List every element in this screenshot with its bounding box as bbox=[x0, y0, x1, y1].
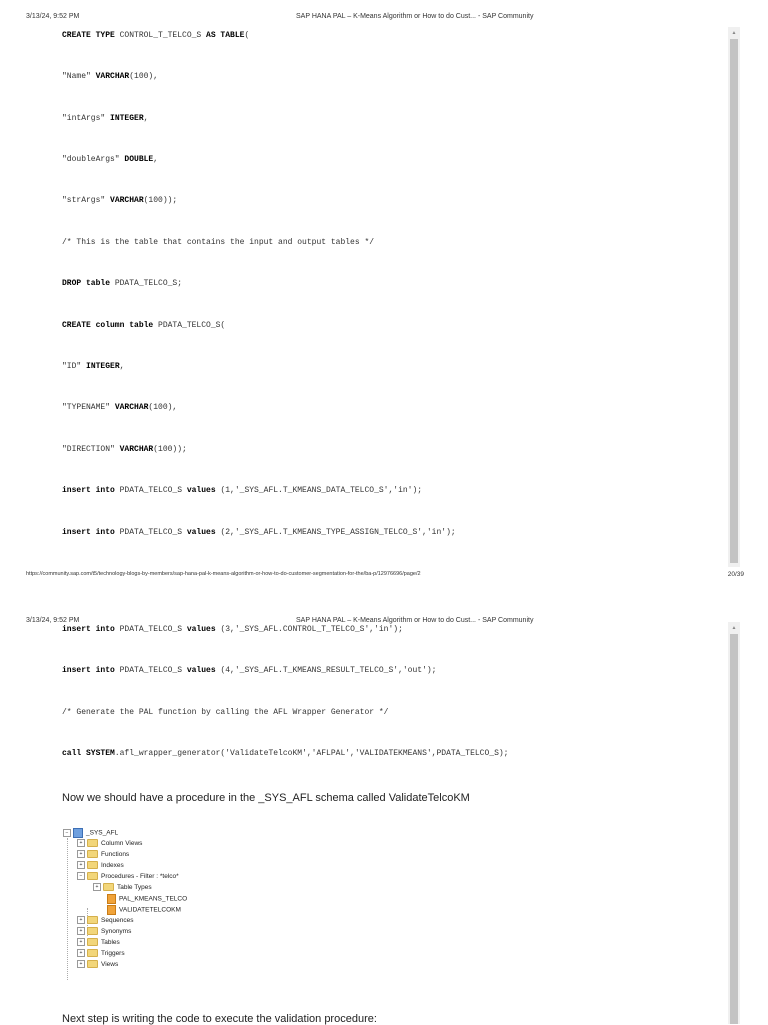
tree-item-procedures[interactable] bbox=[77, 872, 179, 882]
code-line bbox=[62, 114, 148, 124]
tree-item-label: Functions bbox=[101, 851, 130, 858]
expand-icon[interactable]: + bbox=[77, 861, 85, 869]
code-token: (100)); bbox=[143, 196, 178, 205]
code-token: VARCHAR bbox=[114, 403, 149, 412]
tree-item-label: Procedures - Filter : *telco* bbox=[101, 873, 179, 880]
code-token: DOUBLE bbox=[124, 155, 154, 164]
code-line bbox=[62, 196, 177, 206]
code-token: (100), bbox=[148, 403, 178, 412]
code-token: values bbox=[186, 528, 216, 537]
tree-item-validatetelcokm[interactable] bbox=[107, 905, 181, 915]
code-token: /* This is the table that contains the input and output tables */ bbox=[62, 238, 375, 247]
code-token: "doubleArgs" bbox=[62, 155, 125, 164]
code-token: PDATA_TELCO_S bbox=[114, 486, 187, 495]
expand-icon[interactable]: + bbox=[77, 938, 85, 946]
print-date: 3/13/24, 9:52 PM bbox=[26, 617, 80, 624]
tree-item-label: Sequences bbox=[101, 917, 134, 924]
folder-icon bbox=[87, 850, 98, 858]
print-footer bbox=[0, 571, 768, 581]
tree-item-label: Synonyms bbox=[101, 928, 132, 935]
code-line bbox=[62, 666, 436, 676]
code-token: insert into bbox=[62, 625, 115, 634]
tree-item-table-types[interactable] bbox=[93, 883, 152, 893]
code-token: /* Generate the PAL function by calling the AFL Wrapper Generator */ bbox=[62, 708, 389, 717]
print-title: SAP HANA PAL – K-Means Algorithm or How to do Cust... - SAP Community bbox=[296, 13, 534, 20]
code-token: CONTROL_T_TELCO_S bbox=[114, 31, 207, 40]
code-line bbox=[62, 31, 249, 41]
code-line bbox=[62, 362, 124, 372]
scrollbar[interactable] bbox=[728, 27, 740, 567]
expand-icon[interactable]: + bbox=[77, 927, 85, 935]
tree-item-label: VALIDATETELCOKM bbox=[119, 906, 181, 914]
tree-item-synonyms[interactable] bbox=[77, 927, 131, 937]
tree-item-tables[interactable] bbox=[77, 938, 120, 948]
print-header bbox=[0, 13, 768, 25]
code-line bbox=[62, 749, 508, 759]
code-token: (4,'_SYS_AFL.T_KMEANS_RESULT_TELCO_S','out'); bbox=[215, 666, 437, 675]
folder-icon bbox=[103, 883, 114, 891]
code-token: CREATE column table bbox=[62, 321, 154, 330]
code-token: PDATA_TELCO_S; bbox=[110, 279, 183, 288]
print-date: 3/13/24, 9:52 PM bbox=[26, 13, 80, 20]
folder-icon bbox=[87, 960, 98, 968]
folder-icon bbox=[87, 949, 98, 957]
code-token: "Name" bbox=[62, 72, 96, 81]
folder-icon bbox=[87, 839, 98, 847]
tree-item-indexes[interactable] bbox=[77, 861, 124, 871]
code-token: values bbox=[186, 625, 216, 634]
code-token: insert into bbox=[62, 528, 115, 537]
tree-item-label: Views bbox=[101, 961, 119, 968]
code-token: (1,'_SYS_AFL.T_KMEANS_DATA_TELCO_S','in'); bbox=[215, 486, 423, 495]
tree-item-label: Table Types bbox=[117, 884, 152, 891]
folder-icon bbox=[87, 916, 98, 924]
code-line bbox=[62, 321, 225, 331]
tree-item-label: Indexes bbox=[101, 862, 124, 869]
code-token: VARCHAR bbox=[119, 445, 154, 454]
code-token: (100), bbox=[129, 72, 159, 81]
print-title: SAP HANA PAL – K-Means Algorithm or How to do Cust... - SAP Community bbox=[296, 617, 534, 624]
tree-item-label: Column Views bbox=[101, 840, 143, 847]
code-token: "TYPENAME" bbox=[62, 403, 115, 412]
expand-icon[interactable]: + bbox=[77, 949, 85, 957]
code-token: CREATE TYPE bbox=[62, 31, 115, 40]
code-line bbox=[62, 72, 158, 82]
tree-item-label: PAL_KMEANS_TELCO bbox=[119, 895, 188, 903]
tree-item-pal-kmeans-telco[interactable] bbox=[107, 894, 187, 904]
code-line bbox=[62, 708, 388, 718]
paragraph: Now we should have a procedure in the _SYS_AFL schema called ValidateTelcoKM bbox=[62, 792, 470, 804]
tree-item-label: Triggers bbox=[101, 950, 125, 957]
tree-root-label: _SYS_AFL bbox=[86, 829, 119, 837]
scroll-up-icon[interactable]: ▲ bbox=[731, 30, 737, 36]
code-token: , bbox=[153, 155, 159, 164]
code-token: PDATA_TELCO_S bbox=[114, 528, 187, 537]
code-token: PDATA_TELCO_S( bbox=[153, 321, 226, 330]
code-token: VARCHAR bbox=[95, 72, 130, 81]
code-line bbox=[62, 155, 158, 165]
code-token: PDATA_TELCO_S bbox=[114, 666, 187, 675]
schema-icon bbox=[73, 828, 83, 838]
code-token: VARCHAR bbox=[110, 196, 144, 205]
code-token: DROP table bbox=[62, 279, 111, 288]
expand-icon[interactable]: + bbox=[77, 850, 85, 858]
folder-icon bbox=[87, 927, 98, 935]
scroll-up-icon[interactable]: ▲ bbox=[731, 625, 737, 631]
collapse-icon[interactable]: − bbox=[77, 872, 85, 880]
code-token: "intArgs" bbox=[62, 114, 111, 123]
code-line bbox=[62, 403, 177, 413]
code-token: INTEGER bbox=[110, 114, 144, 123]
procedure-icon bbox=[107, 894, 116, 904]
paragraph: Next step is writing the code to execute the validation procedure: bbox=[62, 1013, 377, 1025]
folder-icon bbox=[87, 872, 98, 880]
procedure-icon bbox=[107, 905, 116, 915]
expand-icon[interactable]: + bbox=[77, 916, 85, 924]
code-token: (2,'_SYS_AFL.T_KMEANS_TYPE_ASSIGN_TELCO_S','in'); bbox=[215, 528, 456, 537]
expand-icon[interactable]: + bbox=[77, 839, 85, 847]
expand-icon[interactable]: + bbox=[93, 883, 101, 891]
folder-icon bbox=[87, 938, 98, 946]
tree-item-column-views[interactable] bbox=[77, 839, 142, 849]
scrollbar[interactable] bbox=[728, 622, 740, 1024]
tree-item-functions[interactable] bbox=[77, 850, 129, 860]
folder-icon bbox=[87, 861, 98, 869]
tree-root[interactable] bbox=[63, 828, 118, 838]
tree-item-triggers[interactable] bbox=[77, 949, 125, 959]
code-token: .afl_wrapper_generator('ValidateTelcoKM','AFLPAL','VALIDATEKMEANS',PDATA_TELCO_S); bbox=[114, 749, 509, 758]
code-line bbox=[62, 279, 182, 289]
print-url: https://community.sap.com/t5/technology-blogs-by-members/sap-hana-pal-k-means-algorithm-or-how-to-do-customer-segmentation-for-the/ba-p/12976696/page/2 bbox=[26, 571, 421, 577]
code-token: "ID" bbox=[62, 362, 87, 371]
code-line bbox=[62, 528, 456, 538]
code-token: call SYSTEM bbox=[62, 749, 115, 758]
code-token: AS TABLE bbox=[206, 31, 245, 40]
scrollbar-thumb[interactable] bbox=[730, 634, 738, 1024]
code-token: "DIRECTION" bbox=[62, 445, 120, 454]
tree-item-sequences[interactable] bbox=[77, 916, 134, 926]
code-token: ( bbox=[244, 31, 250, 40]
code-line bbox=[62, 486, 422, 496]
code-line bbox=[62, 625, 403, 635]
code-token: "strArgs" bbox=[62, 196, 111, 205]
expand-icon[interactable]: + bbox=[77, 960, 85, 968]
code-token: (3,'_SYS_AFL.CONTROL_T_TELCO_S','in'); bbox=[215, 625, 403, 634]
code-token: insert into bbox=[62, 666, 115, 675]
code-token: values bbox=[186, 486, 216, 495]
schema-tree bbox=[63, 828, 303, 988]
code-line bbox=[62, 445, 187, 455]
scrollbar-thumb[interactable] bbox=[730, 39, 738, 563]
code-token: , bbox=[119, 362, 125, 371]
page-number: 20/39 bbox=[727, 571, 744, 578]
page-2 bbox=[0, 604, 768, 1024]
code-token: INTEGER bbox=[86, 362, 120, 371]
code-token: PDATA_TELCO_S bbox=[114, 625, 187, 634]
tree-item-views[interactable] bbox=[77, 960, 118, 970]
code-token: , bbox=[143, 114, 149, 123]
code-line bbox=[62, 238, 374, 248]
tree-item-label: Tables bbox=[101, 939, 120, 946]
code-token: values bbox=[186, 666, 216, 675]
code-token: (100)); bbox=[153, 445, 187, 454]
code-token: insert into bbox=[62, 486, 115, 495]
collapse-icon[interactable]: − bbox=[63, 829, 71, 837]
